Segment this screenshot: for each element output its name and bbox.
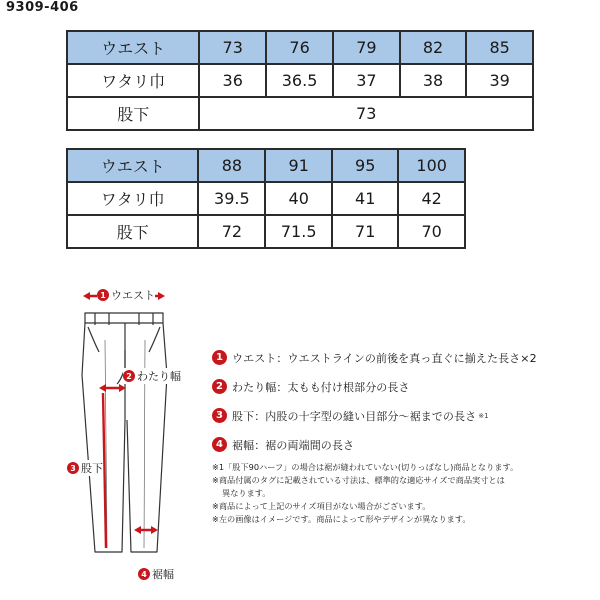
waist-cell: 82 xyxy=(400,31,467,64)
note-inseam xyxy=(212,401,597,430)
waist-cell: 91 xyxy=(265,149,332,182)
product-code: 9309-406 xyxy=(6,0,79,15)
diagram-label-waist xyxy=(97,287,155,303)
inseam-cell: 73 xyxy=(199,97,533,130)
fine-print-line: ※商品によって上記のサイズ項目がない場合がございます。 xyxy=(212,501,431,511)
waist-cell: 88 xyxy=(198,149,265,182)
fine-print xyxy=(212,461,597,526)
table-row xyxy=(67,215,465,248)
waist-cell: 85 xyxy=(466,31,533,64)
thigh-cell: 39 xyxy=(466,64,533,97)
pants-diagram xyxy=(55,280,195,580)
size-table-1 xyxy=(66,30,534,131)
note-text: わたり幅：太もも付け根部分の長さ xyxy=(232,380,410,394)
table-row xyxy=(67,149,465,182)
note-number: 4 xyxy=(212,437,227,452)
table-row xyxy=(67,97,533,130)
diagram-label-text: 股下 xyxy=(81,462,103,475)
diagram-label-hem xyxy=(138,566,174,582)
row-label-thigh: ワタリ巾 xyxy=(67,64,199,97)
note-thigh xyxy=(212,372,597,401)
note-number: 1 xyxy=(212,350,227,365)
diagram-label-text: 裾幅 xyxy=(152,568,174,581)
thigh-cell: 42 xyxy=(398,182,465,215)
note-hem xyxy=(212,430,597,459)
inseam-cell: 70 xyxy=(398,215,465,248)
thigh-cell: 40 xyxy=(265,182,332,215)
diagram-label-inseam xyxy=(67,460,103,476)
diagram-label-thigh xyxy=(123,368,181,384)
diagram-number: 2 xyxy=(123,370,135,382)
note-waist xyxy=(212,343,597,372)
row-label-thigh: ワタリ巾 xyxy=(67,182,198,215)
waist-cell: 95 xyxy=(332,149,398,182)
table-row xyxy=(67,64,533,97)
thigh-cell: 39.5 xyxy=(198,182,265,215)
diagram-label-text: わたり幅 xyxy=(137,370,181,383)
note-footnote-ref: ※1 xyxy=(478,411,489,420)
waist-cell: 76 xyxy=(266,31,333,64)
diagram-label-text: ウエスト xyxy=(111,289,155,302)
thigh-cell: 36 xyxy=(199,64,266,97)
row-label-waist: ウエスト xyxy=(67,149,198,182)
diagram-number: 1 xyxy=(97,289,109,301)
row-label-waist: ウエスト xyxy=(67,31,199,64)
note-number: 3 xyxy=(212,408,227,423)
fine-print-line: ※左の画像はイメージです。商品によって形やデザインが異なります。 xyxy=(212,514,471,524)
inseam-cell: 72 xyxy=(198,215,265,248)
note-text: 裾幅：裾の両端間の長さ xyxy=(232,438,355,452)
fine-print-line: 異なります。 xyxy=(222,488,271,498)
fine-print-line: ※商品付属のタグに記載されている寸法は、標準的な適応サイズで商品実寸とは xyxy=(212,475,505,485)
size-table-2 xyxy=(66,148,466,249)
inseam-cell: 71 xyxy=(332,215,398,248)
diagram-number: 4 xyxy=(138,568,150,580)
inseam-cell: 71.5 xyxy=(265,215,332,248)
table-row xyxy=(67,31,533,64)
thigh-cell: 37 xyxy=(333,64,400,97)
note-number: 2 xyxy=(212,379,227,394)
waist-cell: 100 xyxy=(398,149,465,182)
row-label-inseam: 股下 xyxy=(67,215,198,248)
note-text: 股下：内股の十字型の縫い目部分～裾までの長さ xyxy=(232,409,477,423)
diagram-number: 3 xyxy=(67,462,79,474)
fine-print-line: ※1「股下90ハーフ」の場合は裾が縫われていない(切りっぱなし)商品となります。 xyxy=(212,462,519,472)
table-row xyxy=(67,182,465,215)
waist-cell: 79 xyxy=(333,31,400,64)
measurement-notes xyxy=(212,343,597,459)
waist-cell: 73 xyxy=(199,31,266,64)
thigh-cell: 38 xyxy=(400,64,467,97)
thigh-cell: 36.5 xyxy=(266,64,333,97)
note-text: ウエスト：ウエストラインの前後を真っ直ぐに揃えた長さ×2 xyxy=(232,351,537,365)
thigh-cell: 41 xyxy=(332,182,398,215)
row-label-inseam: 股下 xyxy=(67,97,199,130)
